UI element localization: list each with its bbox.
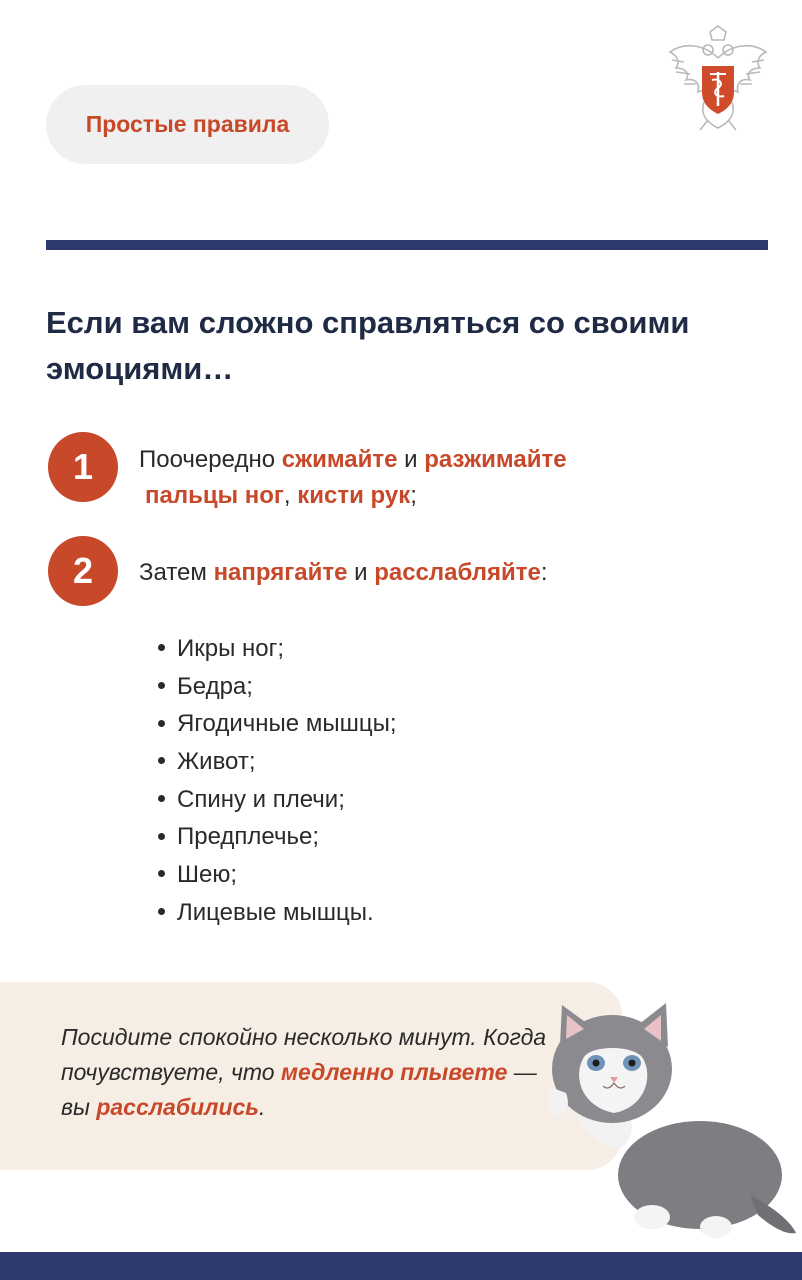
note-segment: — вы — [61, 1059, 537, 1120]
kitten-illustration — [540, 995, 802, 1245]
step-number: 1 — [72, 446, 94, 487]
step-number-badge — [48, 536, 118, 606]
step-1-segment: , — [283, 482, 298, 509]
step-2-segment: и — [347, 559, 375, 586]
body-parts-list — [158, 630, 396, 932]
step-1-segment: ; — [410, 482, 417, 509]
step-2-segment: Затем — [139, 559, 214, 586]
footer-bar — [0, 1252, 802, 1280]
note-highlight-floating: медленно плывете — [280, 1059, 508, 1085]
medical-eagle-emblem-icon — [664, 22, 772, 134]
step-number: 2 — [72, 550, 94, 591]
note-text — [61, 1020, 561, 1125]
list-item: Предплечье; — [158, 818, 396, 856]
list-item: Лицевые мышцы. — [158, 894, 396, 932]
step-number-badge — [48, 432, 118, 502]
list-item: Живот; — [158, 743, 396, 781]
list-item: Бедра; — [158, 668, 396, 706]
step-2-verb-tense: напрягайте — [213, 559, 348, 586]
note-segment: . — [258, 1094, 266, 1120]
headline: Если вам сложно справляться со своими эмоциями… — [46, 305, 690, 386]
list-item: Икры ног; — [158, 630, 396, 668]
note-highlight-relaxed: расслабились — [96, 1094, 259, 1120]
step-2-segment: : — [540, 559, 548, 586]
list-item: Спину и плечи; — [158, 781, 396, 819]
topic-badge-label: Простые правила — [85, 111, 290, 137]
step-1-verb-release: разжимайте — [424, 446, 567, 473]
step-1-segment: и — [397, 446, 425, 473]
list-item: Ягодичные мышцы; — [158, 705, 396, 743]
step-1-segment: Поочередно — [139, 446, 282, 473]
step-1-verb-squeeze: сжимайте — [281, 446, 398, 473]
list-item: Шею; — [158, 856, 396, 894]
step-2-verb-relax: расслабляйте — [374, 559, 541, 586]
note-segment: Посидите спокойно несколько минут. Когда почувствуете, что — [61, 1024, 547, 1085]
step-1-text — [139, 442, 699, 514]
step-1-body-hands: кисти рук — [297, 482, 411, 509]
step-1-body-toes: пальцы ног — [145, 482, 284, 509]
topic-badge — [46, 85, 329, 164]
section-divider — [46, 240, 768, 250]
step-2-text — [139, 555, 699, 591]
